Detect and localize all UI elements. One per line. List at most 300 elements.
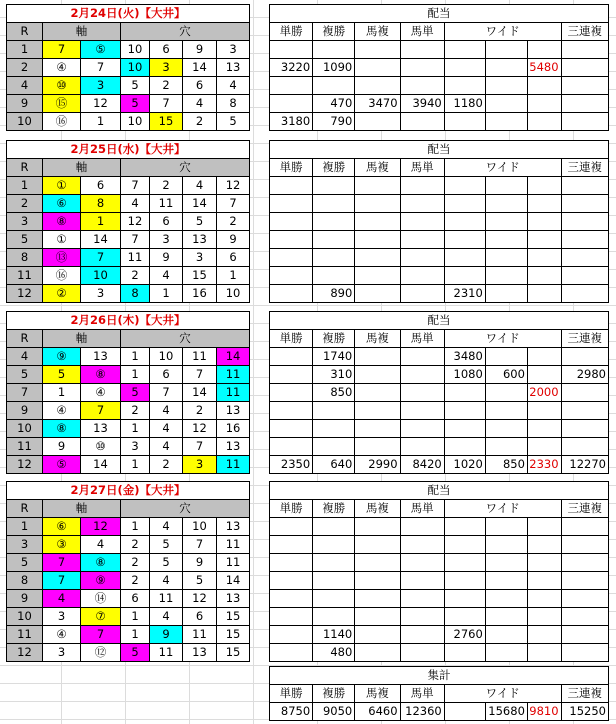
summary-cell[interactable]: 9810 [527, 703, 561, 721]
payout-cell[interactable] [527, 249, 561, 267]
pick-cell[interactable]: ⑦ [81, 608, 121, 626]
pick-cell[interactable]: 1 [81, 213, 121, 231]
race-number-cell[interactable]: 5 [7, 366, 43, 384]
pick-cell[interactable]: 11 [121, 249, 150, 267]
header-jiku[interactable]: 軸 [43, 159, 121, 177]
payout-cell[interactable]: 3470 [355, 95, 400, 113]
payout-header[interactable]: 馬複 [355, 159, 400, 177]
pick-cell[interactable]: 13 [217, 402, 250, 420]
pick-cell[interactable]: 8 [217, 95, 250, 113]
pick-cell[interactable]: 12 [81, 95, 121, 113]
payout-cell[interactable] [313, 590, 355, 608]
pick-cell[interactable]: 11 [217, 554, 250, 572]
pick-cell[interactable]: 4 [183, 177, 217, 195]
payout-cell[interactable] [444, 59, 485, 77]
payout-cell[interactable]: 2330 [527, 456, 561, 474]
pick-cell[interactable]: 5 [217, 113, 250, 131]
pick-cell[interactable]: 11 [150, 644, 183, 662]
pick-cell[interactable]: 15 [150, 113, 183, 131]
payout-cell[interactable] [313, 177, 355, 195]
payout-header[interactable]: 三連複 [561, 330, 608, 348]
payout-cell[interactable] [270, 554, 313, 572]
pick-cell[interactable]: ④ [43, 402, 81, 420]
pick-cell[interactable]: ⑯ [43, 267, 81, 285]
summary-header[interactable]: 複勝 [313, 685, 355, 703]
payout-cell[interactable] [561, 249, 608, 267]
pick-cell[interactable]: 13 [217, 518, 250, 536]
pick-cell[interactable]: 6 [81, 177, 121, 195]
pick-cell[interactable]: 7 [183, 438, 217, 456]
race-number-cell[interactable]: 10 [7, 113, 43, 131]
payout-cell[interactable]: 8420 [400, 456, 444, 474]
pick-cell[interactable]: 7 [121, 177, 150, 195]
payout-cell[interactable] [400, 267, 444, 285]
payout-cell[interactable] [527, 608, 561, 626]
pick-cell[interactable]: 5 [121, 77, 150, 95]
payout-cell[interactable] [527, 536, 561, 554]
pick-cell[interactable]: 4 [217, 77, 250, 95]
payout-cell[interactable] [313, 213, 355, 231]
payout-cell[interactable]: 3180 [270, 113, 313, 131]
pick-cell[interactable]: 15 [217, 608, 250, 626]
day-title[interactable]: 2月27日(金)【大井】 [7, 482, 250, 500]
pick-cell[interactable]: 1 [121, 518, 150, 536]
pick-cell[interactable]: 3 [183, 456, 217, 474]
pick-cell[interactable]: ① [43, 177, 81, 195]
payout-cell[interactable] [400, 402, 444, 420]
payout-header[interactable]: 単勝 [270, 159, 313, 177]
pick-cell[interactable]: 2 [150, 177, 183, 195]
payout-cell[interactable]: 12270 [561, 456, 608, 474]
payout-header[interactable]: ワイド [444, 330, 561, 348]
pick-cell[interactable]: 5 [121, 95, 150, 113]
pick-cell[interactable]: 13 [183, 231, 217, 249]
payout-cell[interactable] [270, 213, 313, 231]
header-ana[interactable]: 穴 [121, 159, 250, 177]
pick-cell[interactable]: 1 [150, 285, 183, 303]
pick-cell[interactable]: 4 [43, 590, 81, 608]
pick-cell[interactable]: ⑥ [43, 195, 81, 213]
payout-cell[interactable] [444, 213, 485, 231]
summary-title[interactable]: 集計 [270, 667, 609, 685]
pick-cell[interactable]: 3 [43, 608, 81, 626]
day-title[interactable]: 2月25日(水)【大井】 [7, 141, 250, 159]
summary-header[interactable]: 馬単 [400, 685, 444, 703]
pick-cell[interactable]: 4 [183, 95, 217, 113]
pick-cell[interactable]: 7 [43, 554, 81, 572]
payout-cell[interactable] [485, 572, 527, 590]
summary-cell[interactable]: 8750 [270, 703, 313, 721]
payout-cell[interactable] [400, 644, 444, 662]
header-r[interactable]: R [7, 330, 43, 348]
payout-cell[interactable]: 2980 [561, 366, 608, 384]
pick-cell[interactable]: 10 [81, 267, 121, 285]
payout-cell[interactable] [400, 438, 444, 456]
payout-cell[interactable] [561, 59, 608, 77]
race-number-cell[interactable]: 3 [7, 213, 43, 231]
payout-cell[interactable] [355, 554, 400, 572]
payout-cell[interactable] [527, 348, 561, 366]
payout-cell[interactable] [270, 366, 313, 384]
payout-cell[interactable]: 1740 [313, 348, 355, 366]
pick-cell[interactable]: 7 [183, 366, 217, 384]
pick-cell[interactable]: 2 [121, 536, 150, 554]
payout-cell[interactable] [355, 572, 400, 590]
pick-cell[interactable]: 2 [121, 572, 150, 590]
payout-cell[interactable] [400, 195, 444, 213]
pick-cell[interactable]: 4 [121, 195, 150, 213]
payout-cell[interactable]: 2990 [355, 456, 400, 474]
pick-cell[interactable]: 9 [183, 554, 217, 572]
payout-cell[interactable] [270, 231, 313, 249]
payout-cell[interactable] [270, 420, 313, 438]
payout-cell[interactable] [270, 608, 313, 626]
pick-cell[interactable]: 13 [217, 59, 250, 77]
pick-cell[interactable]: ⑫ [81, 644, 121, 662]
pick-cell[interactable]: 7 [217, 195, 250, 213]
pick-cell[interactable]: 16 [183, 285, 217, 303]
payout-cell[interactable] [313, 231, 355, 249]
pick-cell[interactable]: 13 [183, 644, 217, 662]
header-ana[interactable]: 穴 [121, 330, 250, 348]
header-ana[interactable]: 穴 [121, 500, 250, 518]
payout-cell[interactable] [527, 554, 561, 572]
payout-cell[interactable] [527, 267, 561, 285]
payout-cell[interactable] [313, 518, 355, 536]
payout-cell[interactable] [355, 249, 400, 267]
payout-cell[interactable] [527, 572, 561, 590]
pick-cell[interactable]: 13 [81, 348, 121, 366]
payout-cell[interactable] [355, 348, 400, 366]
payout-cell[interactable] [400, 77, 444, 95]
payout-cell[interactable] [313, 572, 355, 590]
payout-cell[interactable] [485, 608, 527, 626]
pick-cell[interactable]: 4 [150, 267, 183, 285]
pick-cell[interactable]: 7 [43, 572, 81, 590]
payout-cell[interactable] [485, 195, 527, 213]
pick-cell[interactable]: 15 [183, 267, 217, 285]
pick-cell[interactable]: 4 [150, 402, 183, 420]
payout-cell[interactable] [561, 554, 608, 572]
payout-cell[interactable]: 1180 [444, 95, 485, 113]
pick-cell[interactable]: 9 [150, 626, 183, 644]
race-number-cell[interactable]: 2 [7, 59, 43, 77]
payout-cell[interactable]: 1080 [444, 366, 485, 384]
payout-cell[interactable] [400, 113, 444, 131]
race-number-cell[interactable]: 2 [7, 195, 43, 213]
pick-cell[interactable]: 3 [150, 59, 183, 77]
pick-cell[interactable]: 14 [217, 348, 250, 366]
payout-cell[interactable] [444, 438, 485, 456]
pick-cell[interactable]: 14 [183, 59, 217, 77]
payout-cell[interactable] [400, 285, 444, 303]
payout-cell[interactable] [527, 285, 561, 303]
payout-cell[interactable] [527, 113, 561, 131]
summary-header[interactable]: 三連複 [561, 685, 608, 703]
payout-cell[interactable] [485, 518, 527, 536]
payout-cell[interactable]: 890 [313, 285, 355, 303]
pick-cell[interactable]: 16 [217, 420, 250, 438]
race-number-cell[interactable]: 9 [7, 402, 43, 420]
payout-cell[interactable] [527, 644, 561, 662]
header-r[interactable]: R [7, 159, 43, 177]
payout-cell[interactable]: 790 [313, 113, 355, 131]
pick-cell[interactable]: ④ [43, 626, 81, 644]
payout-cell[interactable] [355, 366, 400, 384]
payout-cell[interactable] [355, 608, 400, 626]
pick-cell[interactable]: 6 [217, 249, 250, 267]
pick-cell[interactable]: 1 [121, 366, 150, 384]
payout-cell[interactable] [355, 285, 400, 303]
payout-cell[interactable] [444, 590, 485, 608]
pick-cell[interactable]: ⑩ [81, 438, 121, 456]
pick-cell[interactable]: 6 [183, 77, 217, 95]
payout-cell[interactable] [444, 536, 485, 554]
payout-header[interactable]: 複勝 [313, 159, 355, 177]
payout-cell[interactable] [561, 626, 608, 644]
payout-cell[interactable] [270, 536, 313, 554]
payout-cell[interactable] [485, 113, 527, 131]
pick-cell[interactable]: 11 [183, 348, 217, 366]
payout-cell[interactable] [444, 231, 485, 249]
pick-cell[interactable]: 13 [81, 420, 121, 438]
pick-cell[interactable]: 1 [121, 420, 150, 438]
payout-header[interactable]: ワイド [444, 23, 561, 41]
pick-cell[interactable]: 9 [217, 231, 250, 249]
pick-cell[interactable]: ① [43, 231, 81, 249]
pick-cell[interactable]: 3 [81, 77, 121, 95]
payout-cell[interactable] [355, 113, 400, 131]
header-r[interactable]: R [7, 23, 43, 41]
pick-cell[interactable]: 12 [183, 420, 217, 438]
pick-cell[interactable]: 10 [121, 41, 150, 59]
payout-cell[interactable] [355, 59, 400, 77]
pick-cell[interactable]: 5 [121, 384, 150, 402]
pick-cell[interactable]: ⑧ [81, 366, 121, 384]
payout-cell[interactable] [485, 77, 527, 95]
payout-cell[interactable] [355, 195, 400, 213]
payout-cell[interactable] [561, 285, 608, 303]
pick-cell[interactable]: ⑧ [43, 420, 81, 438]
header-jiku[interactable]: 軸 [43, 23, 121, 41]
payout-cell[interactable]: 3940 [400, 95, 444, 113]
payout-cell[interactable] [527, 420, 561, 438]
payout-cell[interactable] [485, 231, 527, 249]
pick-cell[interactable]: 7 [150, 95, 183, 113]
payout-cell[interactable] [444, 420, 485, 438]
payout-cell[interactable] [561, 384, 608, 402]
payout-header[interactable]: 複勝 [313, 330, 355, 348]
pick-cell[interactable]: 4 [150, 608, 183, 626]
pick-cell[interactable]: 9 [183, 41, 217, 59]
payout-cell[interactable] [400, 59, 444, 77]
pick-cell[interactable]: 7 [81, 59, 121, 77]
pick-cell[interactable]: 6 [150, 41, 183, 59]
payout-cell[interactable] [561, 95, 608, 113]
payout-cell[interactable] [355, 177, 400, 195]
payout-cell[interactable] [485, 249, 527, 267]
payout-cell[interactable] [485, 177, 527, 195]
payout-header[interactable]: ワイド [444, 500, 561, 518]
pick-cell[interactable]: 2 [217, 213, 250, 231]
pick-cell[interactable]: 1 [121, 608, 150, 626]
payout-cell[interactable] [485, 554, 527, 572]
payout-cell[interactable] [444, 518, 485, 536]
pick-cell[interactable]: 10 [150, 348, 183, 366]
payout-cell[interactable] [355, 77, 400, 95]
pick-cell[interactable]: ⑨ [81, 572, 121, 590]
payout-cell[interactable] [270, 285, 313, 303]
payout-header[interactable]: 単勝 [270, 23, 313, 41]
payout-cell[interactable] [355, 420, 400, 438]
payout-cell[interactable] [485, 536, 527, 554]
pick-cell[interactable]: ⑮ [43, 95, 81, 113]
pick-cell[interactable]: ⑭ [81, 590, 121, 608]
payout-header[interactable]: 単勝 [270, 500, 313, 518]
pick-cell[interactable]: 4 [150, 572, 183, 590]
payout-cell[interactable] [355, 213, 400, 231]
payout-header[interactable]: 馬単 [400, 159, 444, 177]
pick-cell[interactable]: 13 [217, 590, 250, 608]
pick-cell[interactable]: 4 [150, 518, 183, 536]
payout-cell[interactable] [270, 518, 313, 536]
pick-cell[interactable]: ⑯ [43, 113, 81, 131]
summary-header[interactable]: 馬複 [355, 685, 400, 703]
payout-cell[interactable] [313, 77, 355, 95]
payout-cell[interactable]: 1020 [444, 456, 485, 474]
pick-cell[interactable]: 11 [217, 366, 250, 384]
pick-cell[interactable]: 12 [121, 213, 150, 231]
summary-header[interactable]: 単勝 [270, 685, 313, 703]
payout-cell[interactable] [270, 249, 313, 267]
payout-cell[interactable]: 1090 [313, 59, 355, 77]
race-number-cell[interactable]: 7 [7, 384, 43, 402]
pick-cell[interactable]: ⑧ [43, 213, 81, 231]
payout-cell[interactable] [561, 213, 608, 231]
race-number-cell[interactable]: 1 [7, 41, 43, 59]
payout-cell[interactable] [270, 177, 313, 195]
race-number-cell[interactable]: 12 [7, 285, 43, 303]
pick-cell[interactable]: 6 [150, 213, 183, 231]
payout-cell[interactable] [485, 384, 527, 402]
payout-cell[interactable] [561, 590, 608, 608]
payout-cell[interactable] [444, 267, 485, 285]
payout-cell[interactable] [527, 195, 561, 213]
pick-cell[interactable]: ⑧ [81, 554, 121, 572]
pick-cell[interactable]: 11 [217, 536, 250, 554]
pick-cell[interactable]: 2 [150, 77, 183, 95]
pick-cell[interactable]: 2 [121, 267, 150, 285]
payout-cell[interactable] [400, 177, 444, 195]
payout-header[interactable]: ワイド [444, 159, 561, 177]
pick-cell[interactable]: 15 [217, 644, 250, 662]
pick-cell[interactable]: 14 [81, 231, 121, 249]
pick-cell[interactable]: 3 [121, 438, 150, 456]
pick-cell[interactable]: 3 [217, 41, 250, 59]
payout-cell[interactable] [485, 59, 527, 77]
payout-cell[interactable] [270, 77, 313, 95]
pick-cell[interactable]: 5 [183, 213, 217, 231]
payout-cell[interactable] [561, 608, 608, 626]
payout-cell[interactable] [444, 644, 485, 662]
pick-cell[interactable]: 5 [121, 644, 150, 662]
pick-cell[interactable]: ⑥ [43, 518, 81, 536]
pick-cell[interactable]: ⑬ [43, 249, 81, 267]
payout-cell[interactable] [527, 366, 561, 384]
payout-cell[interactable] [444, 195, 485, 213]
pick-cell[interactable]: 14 [183, 195, 217, 213]
payout-cell[interactable] [561, 438, 608, 456]
pick-cell[interactable]: 5 [150, 554, 183, 572]
payout-cell[interactable] [527, 95, 561, 113]
race-number-cell[interactable]: 8 [7, 249, 43, 267]
pick-cell[interactable]: 6 [121, 590, 150, 608]
payout-cell[interactable] [355, 267, 400, 285]
pick-cell[interactable]: 11 [150, 590, 183, 608]
payout-cell[interactable] [561, 420, 608, 438]
pick-cell[interactable]: 2 [121, 402, 150, 420]
pick-cell[interactable]: 11 [183, 626, 217, 644]
pick-cell[interactable]: 10 [183, 518, 217, 536]
payout-cell[interactable] [355, 536, 400, 554]
payout-header[interactable]: 三連複 [561, 23, 608, 41]
payout-cell[interactable] [313, 608, 355, 626]
pick-cell[interactable]: 4 [150, 438, 183, 456]
pick-cell[interactable]: 2 [121, 554, 150, 572]
payout-cell[interactable]: 2310 [444, 285, 485, 303]
payout-cell[interactable] [270, 438, 313, 456]
summary-cell[interactable] [444, 703, 485, 721]
payout-cell[interactable] [444, 77, 485, 95]
payout-cell[interactable] [444, 554, 485, 572]
payout-cell[interactable]: 3220 [270, 59, 313, 77]
pick-cell[interactable]: 3 [81, 285, 121, 303]
pick-cell[interactable]: 9 [43, 438, 81, 456]
pick-cell[interactable]: 5 [43, 366, 81, 384]
pick-cell[interactable]: 12 [183, 590, 217, 608]
pick-cell[interactable]: ④ [81, 384, 121, 402]
payout-cell[interactable] [355, 438, 400, 456]
payout-cell[interactable] [270, 267, 313, 285]
pick-cell[interactable]: ③ [43, 536, 81, 554]
payout-cell[interactable]: 310 [313, 366, 355, 384]
payout-cell[interactable] [400, 590, 444, 608]
pick-cell[interactable]: 12 [81, 518, 121, 536]
payout-header[interactable]: 馬単 [400, 500, 444, 518]
summary-cell[interactable]: 9050 [313, 703, 355, 721]
payout-cell[interactable] [561, 644, 608, 662]
race-number-cell[interactable]: 12 [7, 644, 43, 662]
payout-cell[interactable] [270, 626, 313, 644]
pick-cell[interactable]: 4 [81, 536, 121, 554]
race-number-cell[interactable]: 3 [7, 536, 43, 554]
payout-cell[interactable] [400, 213, 444, 231]
payout-cell[interactable] [444, 113, 485, 131]
payout-cell[interactable] [270, 384, 313, 402]
race-number-cell[interactable]: 11 [7, 438, 43, 456]
pick-cell[interactable]: 6 [183, 608, 217, 626]
payout-header[interactable]: 複勝 [313, 23, 355, 41]
pick-cell[interactable]: 1 [121, 456, 150, 474]
pick-cell[interactable]: 11 [150, 195, 183, 213]
payout-cell[interactable] [485, 95, 527, 113]
payout-cell[interactable] [561, 536, 608, 554]
pick-cell[interactable]: 10 [217, 285, 250, 303]
payout-cell[interactable] [485, 626, 527, 644]
pick-cell[interactable]: 10 [121, 59, 150, 77]
pick-cell[interactable]: 14 [183, 384, 217, 402]
pick-cell[interactable]: 1 [121, 348, 150, 366]
